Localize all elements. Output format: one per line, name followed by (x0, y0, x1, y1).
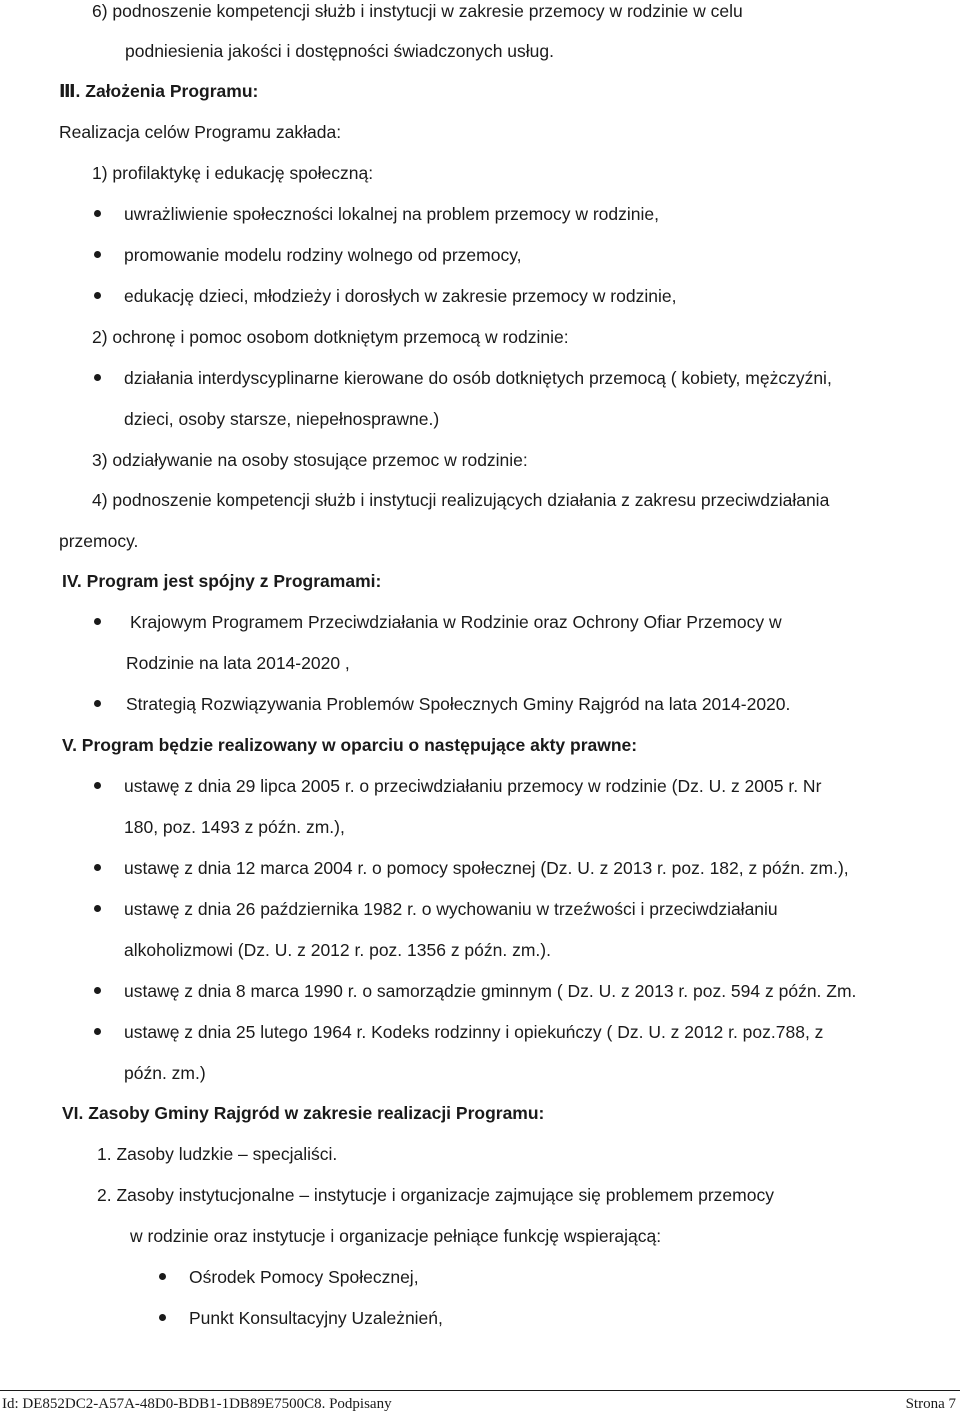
bullet-icon (94, 700, 101, 707)
list-item-line1: działania interdyscyplinarne kierowane do osób dotkniętych przemocą ( kobiety, mężczyźni, (124, 368, 832, 388)
act-3-line1: ustawę z dnia 26 października 1982 r. o wychowaniu w trzeźwości i przeciwdziałaniu (124, 899, 778, 919)
footer-document-id: Id: DE852DC2-A57A-48D0-BDB1-1DB89E7500C8. Podpisany (2, 1396, 392, 1412)
act-2: ustawę z dnia 12 marca 2004 r. o pomocy społecznej (Dz. U. z 2013 r. poz. 182, z późn. zm.), (124, 858, 849, 878)
list-item: uwrażliwienie społeczności lokalnej na problem przemocy w rodzinie, (124, 204, 659, 224)
act-5-line1: ustawę z dnia 25 lutego 1964 r. Kodeks rodzinny i opiekuńczy ( Dz. U. z 2012 r. poz.788, z (124, 1022, 824, 1042)
bullet-icon (94, 374, 101, 381)
list-item: Punkt Konsultacyjny Uzależnień, (189, 1308, 443, 1328)
list-item-line1: Krajowym Programem Przeciwdziałania w Rodzinie oraz Ochrony Ofiar Przemocy w (130, 612, 782, 632)
section-6-item-2-line2: w rodzinie oraz instytucje i organizacje pełniące funkcję wspierającą: (130, 1226, 662, 1246)
act-1-line1: ustawę z dnia 29 lipca 2005 r. o przeciwdziałaniu przemocy w rodzinie (Dz. U. z 2005 r. Nr (124, 776, 822, 796)
bullet-icon (94, 782, 101, 789)
act-3-line2: alkoholizmowi (Dz. U. z 2012 r. poz. 1356 z późn. zm.). (124, 940, 551, 960)
bullet-icon (159, 1314, 166, 1321)
section-6-heading: VI. Zasoby Gminy Rajgród w zakresie realizacji Programu: (62, 1103, 545, 1123)
list-item: Ośrodek Pomocy Społecznej, (189, 1267, 419, 1287)
bullet-icon (94, 210, 101, 217)
bullet-icon (159, 1273, 166, 1280)
bullet-icon (94, 292, 101, 299)
list-item-line2: Rodzinie na lata 2014-2020 , (126, 653, 350, 673)
bullet-icon (94, 864, 101, 871)
act-5-line2: późn. zm.) (124, 1063, 206, 1083)
section-3-item-2: 2) ochronę i pomoc osobom dotkniętym przemocą w rodzinie: (92, 327, 569, 347)
bullet-icon (94, 987, 101, 994)
section-3-item-4-line2: przemocy. (59, 531, 139, 551)
list-item-line2: dzieci, osoby starsze, niepełnosprawne.) (124, 409, 440, 429)
section-3-intro: Realizacja celów Programu zakłada: (59, 122, 342, 142)
section-3-item-3: 3) odziaływanie na osoby stosujące przemoc w rodzinie: (92, 450, 528, 470)
bullet-icon (94, 251, 101, 258)
bullet-icon (94, 618, 101, 625)
bullet-icon (94, 1028, 101, 1035)
footer-page-number: Strona 7 (905, 1396, 956, 1412)
section-3-item-4-line1: 4) podnoszenie kompetencji służb i instytucji realizujących działania z zakresu przeciwdziałania (92, 490, 830, 510)
act-4: ustawę z dnia 8 marca 1990 r. o samorządzie gminnym ( Dz. U. z 2013 r. poz. 594 z późn. Zm. (124, 981, 857, 1001)
list-item-6-line1: 6) podnoszenie kompetencji służb i instytucji w zakresie przemocy w rodzinie w celu (92, 1, 743, 21)
footer-divider (0, 1390, 960, 1391)
list-item-6-line2: podniesienia jakości i dostępności świadczonych usług. (125, 41, 554, 61)
list-item: Strategią Rozwiązywania Problemów Społecznych Gminy Rajgród na lata 2014-2020. (126, 694, 791, 714)
section-6-item-2-line1: 2. Zasoby instytucjonalne – instytucje i organizacje zajmujące się problemem przemocy (97, 1185, 774, 1205)
bullet-icon (94, 905, 101, 912)
list-item: edukację dzieci, młodzieży i dorosłych w zakresie przemocy w rodzinie, (124, 286, 677, 306)
section-3-heading: Ⅲ. Założenia Programu: (59, 81, 259, 101)
section-5-heading: V. Program będzie realizowany w oparciu o następujące akty prawne: (62, 735, 638, 755)
section-3-item-1: 1) profilaktykę i edukację społeczną: (92, 163, 374, 183)
act-1-line2: 180, poz. 1493 z późn. zm.), (124, 817, 345, 837)
list-item: promowanie modelu rodziny wolnego od przemocy, (124, 245, 522, 265)
section-6-item-1: 1. Zasoby ludzkie – specjaliści. (97, 1144, 338, 1164)
section-4-heading: IV. Program jest spójny z Programami: (62, 571, 382, 591)
